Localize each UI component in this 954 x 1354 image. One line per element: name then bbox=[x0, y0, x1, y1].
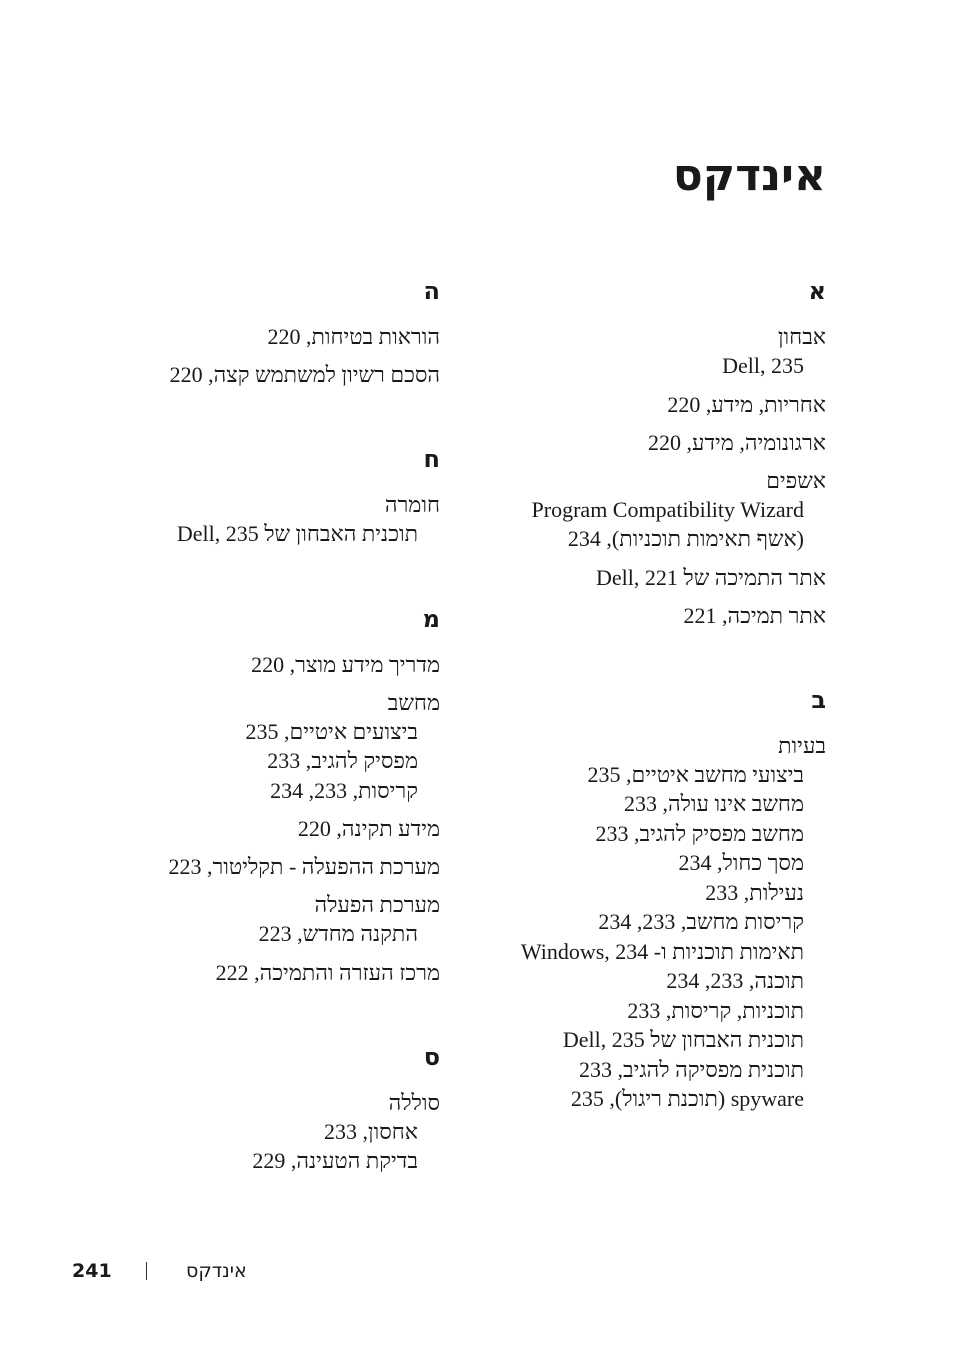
entry-subterm: התקנה מחדש, 223 bbox=[258, 921, 418, 946]
index-column-left bbox=[140, 276, 440, 1185]
entry-subterm: (אשף תאימות תוכניות), 234 bbox=[567, 526, 804, 551]
index-entry bbox=[140, 890, 440, 949]
entry-term: הוראות בטיחות, 220 bbox=[267, 324, 440, 349]
entry-subterm: מחשב מפסיק להגיב, 233 bbox=[595, 820, 804, 846]
entry-subterm: Dell, 235 bbox=[722, 353, 804, 378]
entry-subterm: מפסיק להגיב, 233 bbox=[267, 748, 418, 773]
index-section bbox=[140, 276, 440, 389]
entry-term: מדריך מידע מוצר, 220 bbox=[251, 651, 440, 677]
entry-term: מחשב bbox=[387, 689, 440, 715]
entry-term: אשפים bbox=[766, 467, 826, 493]
index-entry bbox=[140, 958, 440, 987]
entry-subterm: אחסון, 233 bbox=[324, 1118, 418, 1144]
entry-subterm: בדיקת הטעינה, 229 bbox=[252, 1148, 418, 1173]
entry-subterm: תוכנית מפסיקה להגיב, 233 bbox=[579, 1056, 804, 1082]
index-section bbox=[486, 685, 826, 1114]
entry-term: סוללה bbox=[388, 1089, 440, 1115]
entry-term: חומרה bbox=[384, 492, 440, 517]
entry-subterm: ביצועי מחשב איטיים, 235 bbox=[587, 761, 804, 787]
section-gap bbox=[140, 558, 440, 604]
footer-divider bbox=[146, 1262, 147, 1280]
index-entry bbox=[486, 601, 826, 630]
index-entry bbox=[140, 1088, 440, 1176]
entry-subterm: תוכנה, 233, 234 bbox=[666, 968, 804, 993]
entry-subterm: מסך כחול, 234 bbox=[678, 850, 804, 875]
index-entry bbox=[486, 390, 826, 419]
entry-subterm: מחשב אינו עולה, 233 bbox=[623, 791, 804, 816]
index-entry bbox=[486, 563, 826, 592]
index-section bbox=[140, 444, 440, 549]
index-entry bbox=[486, 466, 826, 554]
index-section bbox=[140, 604, 440, 987]
section-gap bbox=[140, 996, 440, 1042]
entry-term: אתר התמיכה של Dell, 221 bbox=[596, 564, 826, 590]
section-letter: ח bbox=[423, 445, 440, 473]
index-entry bbox=[140, 852, 440, 881]
entry-term: מערכת ההפעלה - תקליטור, 223 bbox=[168, 854, 440, 879]
entry-term: מרכז העזרה והתמיכה, 222 bbox=[215, 959, 440, 985]
index-entry bbox=[140, 814, 440, 843]
entry-term: מערכת הפעלה bbox=[314, 892, 440, 917]
index-entry bbox=[140, 688, 440, 806]
section-letter: ב bbox=[811, 685, 826, 714]
entry-subterm: תאימות תוכניות ו- Windows, 234 bbox=[520, 938, 804, 964]
section-letter: ה bbox=[423, 277, 440, 305]
entry-subterm: ביצועים איטיים, 235 bbox=[245, 718, 418, 744]
entry-term: ארגונומיה, מידע, 220 bbox=[648, 429, 826, 455]
index-entry bbox=[140, 360, 440, 389]
index-entry bbox=[486, 322, 826, 381]
index-entry bbox=[486, 731, 826, 1114]
index-section bbox=[140, 1042, 440, 1176]
page-title: אינדקס bbox=[672, 150, 826, 201]
index-entry bbox=[140, 322, 440, 351]
section-letter: מ bbox=[422, 604, 440, 633]
entry-subterm: נעילות, 233 bbox=[705, 879, 804, 905]
index-entry bbox=[486, 428, 826, 457]
entry-subterm: קריסות, 233, 234 bbox=[270, 777, 418, 803]
entry-subterm: קריסות מחשב, 233, 234 bbox=[598, 909, 804, 934]
entry-subterm: Program Compatibility Wizard bbox=[531, 496, 804, 522]
entry-term: אתר תמיכה, 221 bbox=[683, 602, 826, 628]
index-section bbox=[486, 276, 826, 630]
index-entry bbox=[140, 490, 440, 549]
entry-term: אבחון bbox=[777, 324, 826, 349]
footer-section-label: אינדקס bbox=[186, 1260, 247, 1282]
entry-subterm: תוכניות, קריסות, 233 bbox=[627, 997, 804, 1023]
entry-term: בעיות bbox=[778, 732, 826, 758]
entry-term: אחריות, מידע, 220 bbox=[667, 391, 826, 417]
section-letter: א bbox=[808, 277, 826, 305]
section-gap bbox=[486, 639, 826, 685]
section-letter: ס bbox=[423, 1042, 440, 1071]
index-column-right bbox=[486, 276, 826, 1123]
entry-subterm: תוכנית האבחון של Dell, 235 bbox=[176, 521, 418, 546]
entry-subterm: spyware (תוכנת ריגול), 235 bbox=[570, 1086, 804, 1111]
entry-term: מידע תקינה, 220 bbox=[297, 816, 440, 841]
entry-subterm: תוכנית האבחון של Dell, 235 bbox=[562, 1027, 804, 1052]
page-number: 241 bbox=[72, 1260, 112, 1282]
section-gap bbox=[140, 398, 440, 444]
index-entry bbox=[140, 650, 440, 679]
entry-term: הסכם רשיון למשתמש קצה, 220 bbox=[169, 362, 440, 387]
